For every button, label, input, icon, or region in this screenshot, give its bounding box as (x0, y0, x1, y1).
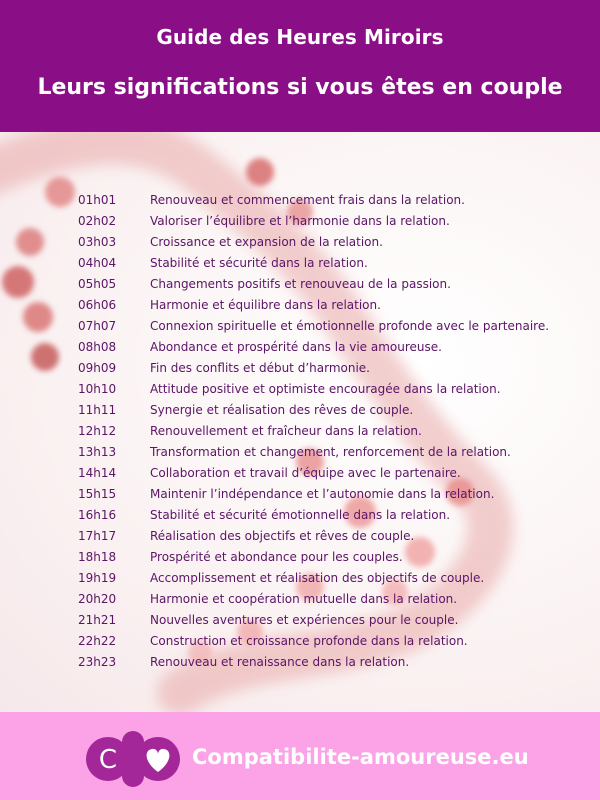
mirror-hour: 09h09 (78, 361, 117, 375)
hour-meaning: Accomplissement et réalisation des objectifs de couple. (150, 571, 485, 585)
mirror-hour: 16h16 (78, 508, 117, 522)
list-item (78, 211, 578, 232)
list-item (78, 274, 578, 295)
list-item (78, 253, 578, 274)
mirror-hour: 14h14 (78, 466, 117, 480)
list-item (78, 400, 578, 421)
hour-meaning: Maintenir l’indépendance et l’autonomie dans la relation. (150, 487, 495, 501)
list-item (78, 316, 578, 337)
hour-meaning: Nouvelles aventures et expériences pour le couple. (150, 613, 459, 627)
hour-meaning: Synergie et réalisation des rêves de couple. (150, 403, 414, 417)
hour-meaning: Attitude positive et optimiste encouragée dans la relation. (150, 382, 501, 396)
list-item (78, 463, 578, 484)
mirror-hour: 20h20 (78, 592, 117, 606)
list-item (78, 547, 578, 568)
page-title: Guide des Heures Miroirs (156, 25, 444, 49)
mirror-hour: 01h01 (78, 193, 117, 207)
mirror-hour: 02h02 (78, 214, 117, 228)
list-item (78, 358, 578, 379)
hour-meaning: Stabilité et sécurité émotionnelle dans la relation. (150, 508, 451, 522)
hour-meaning: Réalisation des objectifs et rêves de couple. (150, 529, 415, 543)
hour-meaning: Prospérité et abondance pour les couples. (150, 550, 403, 564)
list-item (78, 337, 578, 358)
mirror-hour: 03h03 (78, 235, 117, 249)
list-item (78, 589, 578, 610)
mirror-hour: 23h23 (78, 655, 117, 669)
list-item (78, 295, 578, 316)
hour-meaning: Transformation et changement, renforcement de la relation. (150, 445, 511, 459)
site-name: Compatibilite-amoureuse.eu (192, 745, 529, 769)
heart-clover-logo-icon (78, 729, 186, 789)
mirror-hour: 11h11 (78, 403, 117, 417)
hour-meaning: Renouvellement et fraîcheur dans la relation. (150, 424, 422, 438)
list-item (78, 442, 578, 463)
mirror-hour: 19h19 (78, 571, 117, 585)
list-item (78, 190, 578, 211)
mirror-hour: 07h07 (78, 319, 117, 333)
hour-meaning: Harmonie et équilibre dans la relation. (150, 298, 381, 312)
hour-meaning: Fin des conflits et début d’harmonie. (150, 361, 370, 375)
mirror-hours-list (78, 190, 578, 673)
mirror-hour: 12h12 (78, 424, 117, 438)
list-item (78, 631, 578, 652)
list-item (78, 505, 578, 526)
mirror-hour: 04h04 (78, 256, 117, 270)
mirror-hour: 06h06 (78, 298, 117, 312)
hour-meaning: Valoriser l’équilibre et l’harmonie dans la relation. (150, 214, 450, 228)
list-item (78, 610, 578, 631)
hour-meaning: Construction et croissance profonde dans la relation. (150, 634, 468, 648)
page-subtitle: Leurs significations si vous êtes en couple (37, 75, 563, 100)
hour-meaning: Stabilité et sécurité dans la relation. (150, 256, 368, 270)
mirror-hour: 10h10 (78, 382, 117, 396)
list-item (78, 232, 578, 253)
hour-meaning: Harmonie et coopération mutuelle dans la relation. (150, 592, 458, 606)
mirror-hour: 17h17 (78, 529, 117, 543)
mirror-hour: 21h21 (78, 613, 117, 627)
list-item (78, 484, 578, 505)
footer-banner (0, 712, 600, 800)
mirror-hour: 22h22 (78, 634, 117, 648)
list-item (78, 568, 578, 589)
logo-letter: C (98, 745, 118, 775)
list-item (78, 652, 578, 673)
mirror-hour: 05h05 (78, 277, 117, 291)
list-item (78, 379, 578, 400)
list-item (78, 421, 578, 442)
mirror-hour: 15h15 (78, 487, 117, 501)
mirror-hour: 08h08 (78, 340, 117, 354)
mirror-hour: 13h13 (78, 445, 117, 459)
list-item (78, 526, 578, 547)
hour-meaning: Renouveau et commencement frais dans la relation. (150, 193, 465, 207)
hour-meaning: Collaboration et travail d’équipe avec le partenaire. (150, 466, 461, 480)
hour-meaning: Renouveau et renaissance dans la relation. (150, 655, 410, 669)
hour-meaning: Changements positifs et renouveau de la passion. (150, 277, 451, 291)
hour-meaning: Abondance et prospérité dans la vie amoureuse. (150, 340, 442, 354)
hour-meaning: Connexion spirituelle et émotionnelle profonde avec le partenaire. (150, 319, 550, 333)
header-banner (0, 0, 600, 132)
mirror-hour: 18h18 (78, 550, 117, 564)
hour-meaning: Croissance et expansion de la relation. (150, 235, 383, 249)
